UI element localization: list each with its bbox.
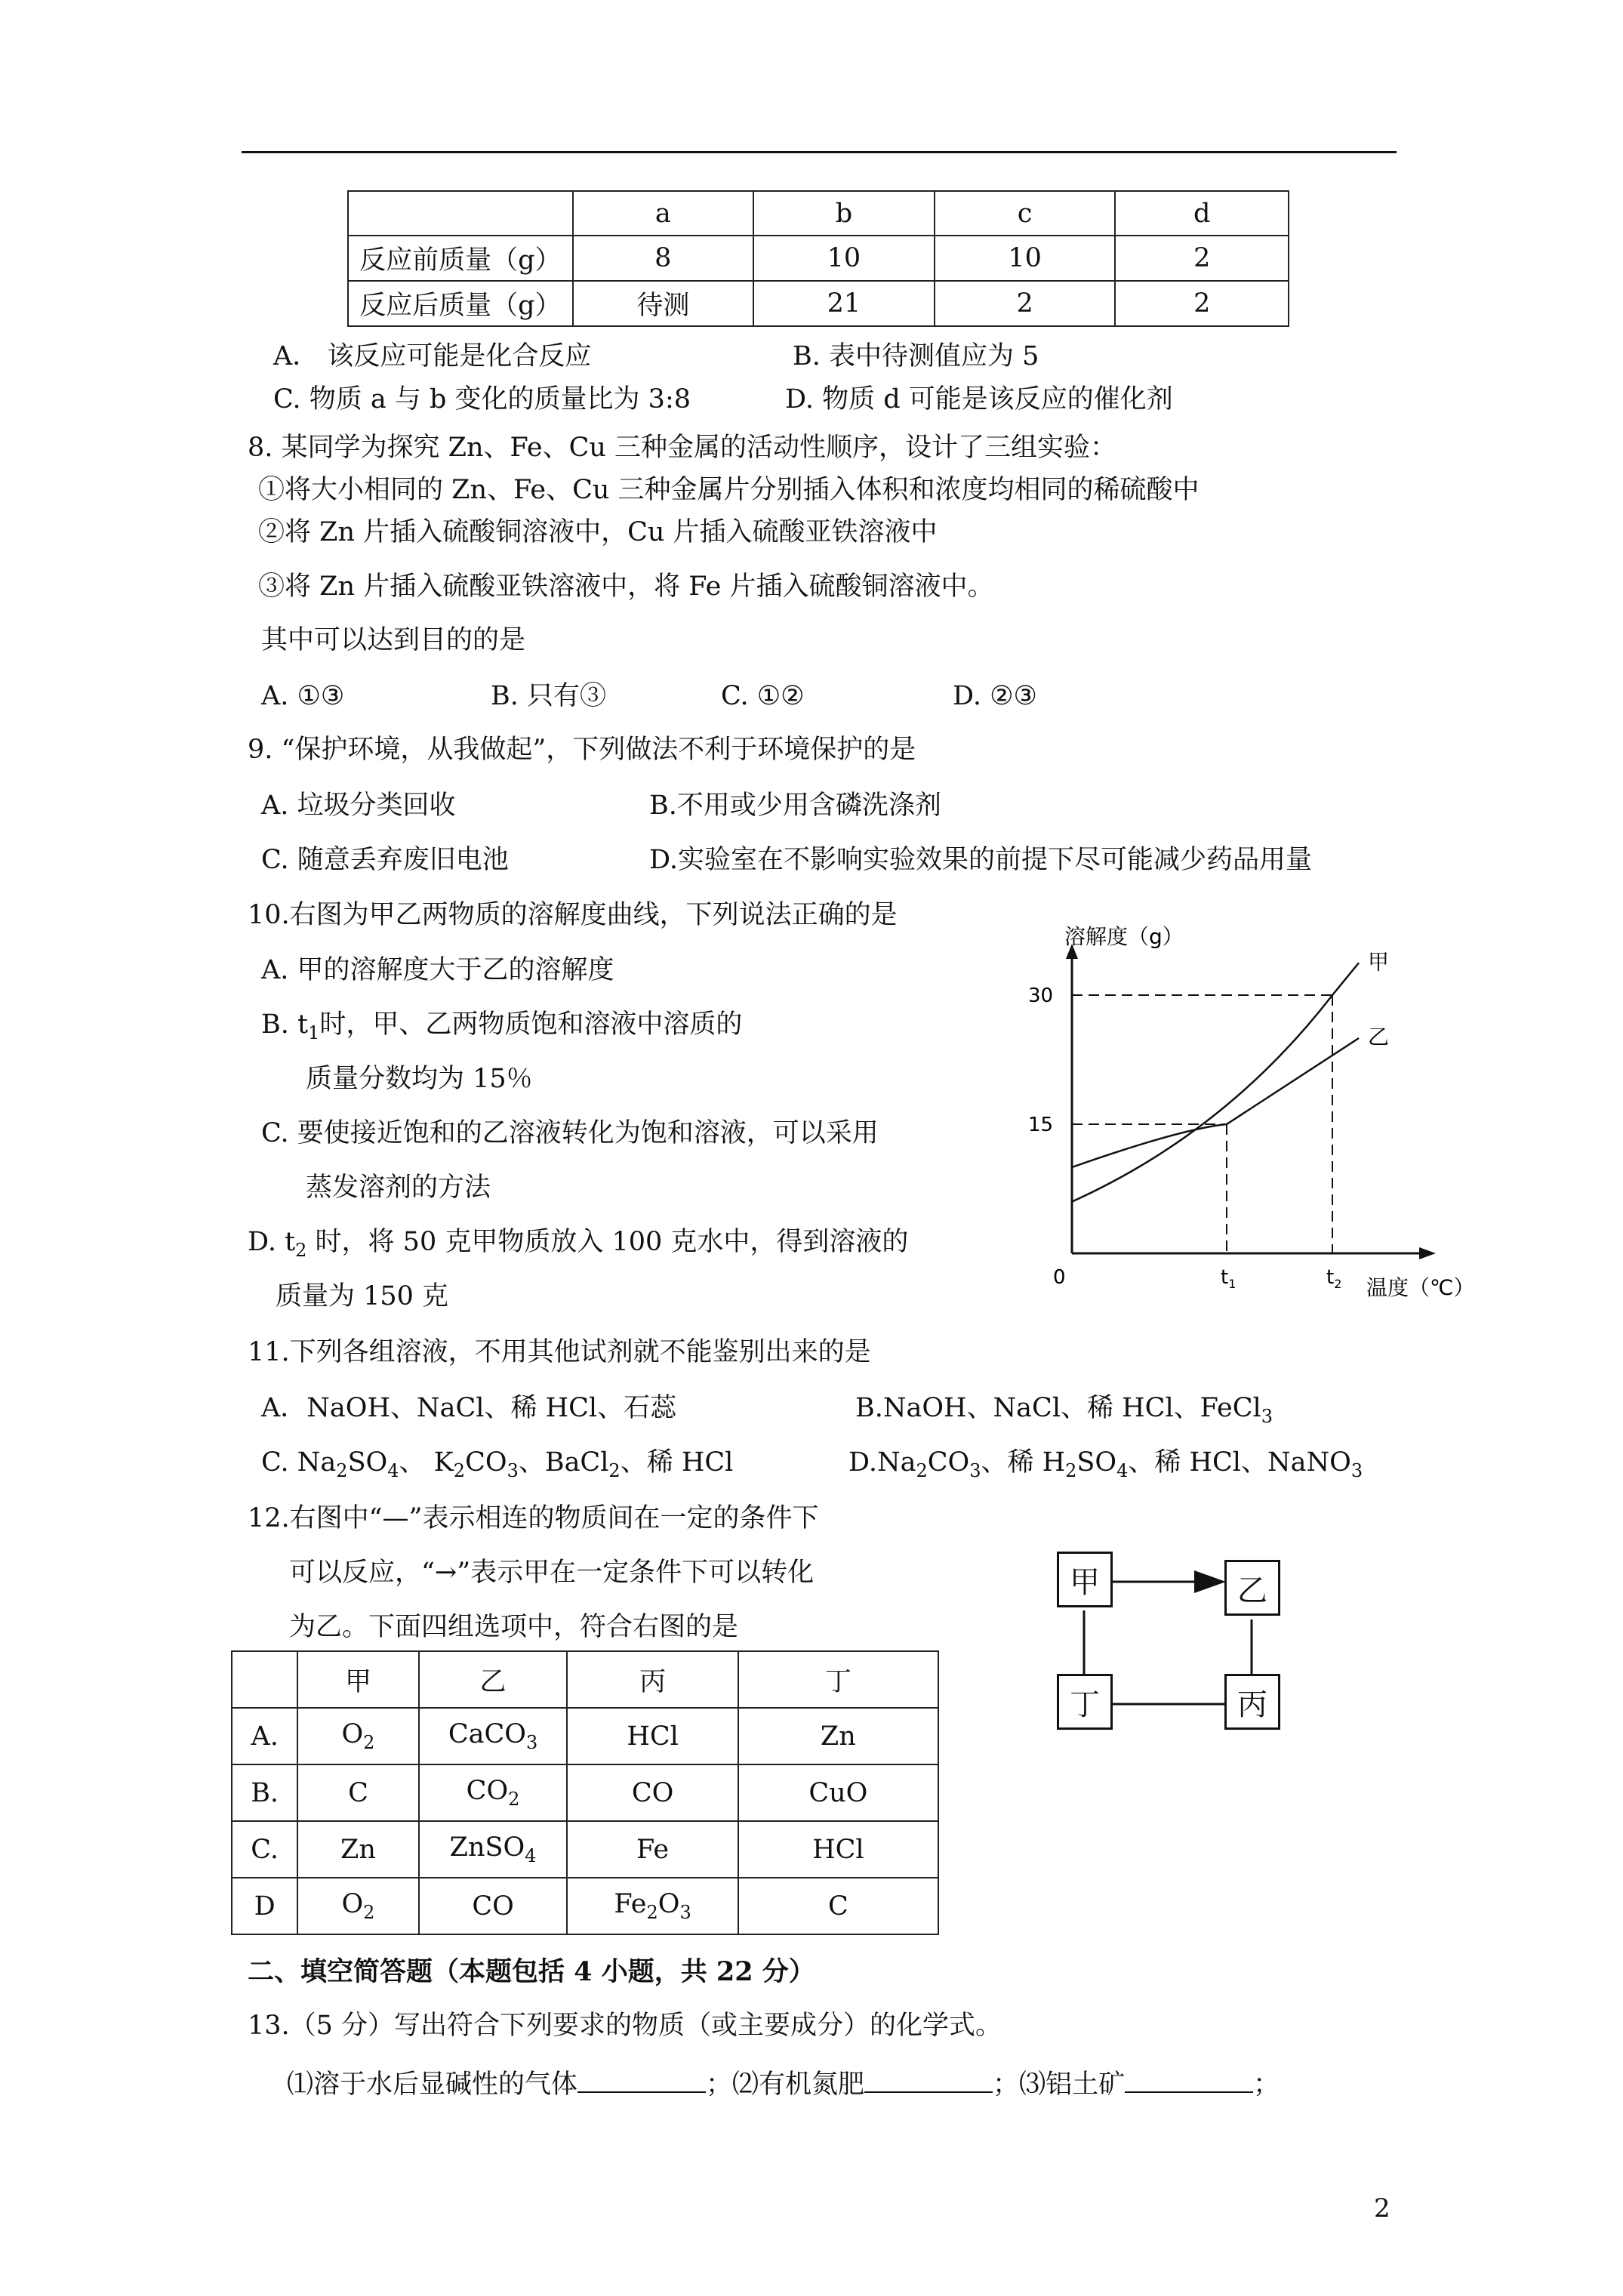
formula-subscript: 4 bbox=[1116, 1460, 1129, 1481]
formula-subscript: 2 bbox=[336, 1460, 348, 1481]
table-cell bbox=[567, 1878, 738, 1934]
y-tick-label: 30 bbox=[1028, 985, 1054, 1007]
formula-text: Fe bbox=[614, 1889, 647, 1919]
formula-subscript: 3 bbox=[1350, 1460, 1363, 1481]
table-cell bbox=[419, 1708, 568, 1764]
series-line bbox=[1072, 1038, 1359, 1167]
formula-subscript: 3 bbox=[969, 1460, 981, 1481]
node-yi: 乙 bbox=[1224, 1560, 1280, 1616]
formula-subscript: 2 bbox=[363, 1902, 375, 1923]
table-cell bbox=[297, 1878, 418, 1934]
q12-line-2: 可以反应，“→”表示甲在一定条件下可以转化 bbox=[289, 1558, 815, 1588]
formula-subscript: 2 bbox=[646, 1902, 658, 1923]
q10-option-d-cont: 质量为 150 克 bbox=[276, 1281, 449, 1311]
formula-text: CaCO bbox=[448, 1719, 526, 1749]
table-row bbox=[348, 281, 1289, 326]
q9-option-c: C. 随意丢弃废旧电池 bbox=[261, 845, 509, 875]
x-axis-arrow bbox=[1419, 1247, 1436, 1259]
q13-blanks bbox=[287, 2069, 1280, 2098]
table-header-cell: 丁 bbox=[738, 1651, 938, 1708]
q12-line-1: 12.右图中“—”表示相连的物质间在一定的条件下 bbox=[248, 1503, 819, 1533]
q10-option-b-text: 时，甲、乙两物质饱和溶液中溶质的 bbox=[319, 1009, 743, 1040]
table-cell bbox=[738, 1708, 938, 1764]
table-cell: 21 bbox=[753, 281, 935, 326]
table-cell: 10 bbox=[935, 236, 1116, 281]
formula-text: O bbox=[341, 1889, 364, 1919]
table-header-cell: 乙 bbox=[419, 1651, 568, 1708]
x-axis-label: 温度（℃） bbox=[1366, 1275, 1475, 1300]
table-header-cell bbox=[348, 191, 573, 236]
formula-text: O bbox=[341, 1719, 364, 1749]
formula-text: C bbox=[348, 1777, 368, 1808]
q10-option-b-sub: 1 bbox=[308, 1022, 320, 1043]
formula-text: C bbox=[827, 1891, 848, 1922]
formula-text: HCl bbox=[627, 1721, 679, 1752]
table-row bbox=[232, 1764, 938, 1821]
formula-text: CO bbox=[631, 1777, 674, 1808]
node-bing: 丙 bbox=[1224, 1674, 1280, 1730]
formula-subscript: 4 bbox=[387, 1460, 399, 1481]
table-header-cell: a bbox=[573, 191, 754, 236]
table-cell bbox=[738, 1764, 938, 1821]
x-tick-label: $t_2$ bbox=[1326, 1266, 1342, 1291]
y-tick-label: 15 bbox=[1028, 1114, 1054, 1136]
q10-option-c-cont: 蒸发溶剂的方法 bbox=[306, 1173, 491, 1203]
table-header-cell: b bbox=[753, 191, 935, 236]
separator: ； bbox=[1253, 2069, 1280, 2100]
table-header-cell: d bbox=[1115, 191, 1289, 236]
series-label: 甲 bbox=[1368, 949, 1390, 975]
q8-experiment-3: ③将 Zn 片插入硫酸亚铁溶液中，将 Fe 片插入硫酸铜溶液中。 bbox=[258, 572, 994, 602]
table-row bbox=[232, 1821, 938, 1878]
table-cell: 10 bbox=[753, 236, 935, 281]
q10-option-b-cont: 质量分数均为 15％ bbox=[306, 1064, 533, 1094]
table-row bbox=[348, 236, 1289, 281]
q10-option-d-prefix: D. t bbox=[248, 1227, 296, 1257]
table-header-row bbox=[348, 191, 1289, 236]
formula-text: HCl bbox=[812, 1834, 864, 1865]
q10-option-d-sub: 2 bbox=[295, 1240, 307, 1261]
node-ding: 丁 bbox=[1057, 1674, 1113, 1730]
q9-option-a: A. 垃圾分类回收 bbox=[261, 791, 456, 821]
formula-text: 、BaCl bbox=[518, 1447, 609, 1478]
formula-text: C. Na bbox=[261, 1447, 337, 1478]
formula-text: CO bbox=[465, 1447, 507, 1478]
origin-label: 0 bbox=[1053, 1266, 1066, 1289]
row-label: A. bbox=[232, 1708, 297, 1764]
header-rule bbox=[242, 151, 1397, 153]
q13-part-1: ⑴溶于水后显碱性的气体 bbox=[287, 2069, 578, 2100]
formula-text: 、稀 H bbox=[981, 1447, 1066, 1478]
section-2-title-text: 二、填空简答题（本题包括 4 小题，共 22 分） bbox=[248, 1956, 815, 1987]
q10-option-c: C. 要使接近饱和的乙溶液转化为饱和溶液，可以采用 bbox=[261, 1118, 879, 1148]
row-label: D bbox=[232, 1878, 297, 1934]
q10-option-d bbox=[248, 1229, 908, 1259]
q9-option-b: B.不用或少用含磷洗涤剂 bbox=[649, 791, 941, 821]
table-header-cell bbox=[232, 1651, 297, 1708]
formula-text: O bbox=[658, 1889, 680, 1919]
formula-text: CO bbox=[472, 1891, 514, 1922]
table-cell: 2 bbox=[1115, 236, 1289, 281]
table-cell bbox=[567, 1821, 738, 1878]
q8-question: 其中可以达到目的的是 bbox=[261, 625, 526, 655]
formula-text: ZnSO bbox=[449, 1832, 525, 1863]
table-row bbox=[232, 1708, 938, 1764]
q13-part-2: ⑵有机氮肥 bbox=[732, 2069, 865, 2100]
table-row bbox=[232, 1878, 938, 1934]
q8-option-d: D. ②③ bbox=[953, 681, 1037, 711]
q11-option-d bbox=[848, 1447, 1363, 1481]
row-label: 反应后质量（g） bbox=[348, 281, 573, 326]
formula-text: Zn bbox=[820, 1721, 856, 1752]
solubility-chart bbox=[1012, 921, 1502, 1314]
table-cell bbox=[738, 1878, 938, 1934]
formula-subscript: 3 bbox=[507, 1460, 519, 1481]
node-jia: 甲 bbox=[1057, 1552, 1113, 1607]
q9-stem: 9. “保护环境，从我做起”，下列做法不利于环境保护的是 bbox=[248, 735, 916, 765]
q9-option-d: D.实验室在不影响实验效果的前提下尽可能减少药品用量 bbox=[649, 845, 1312, 875]
q8-option-b: B. 只有③ bbox=[491, 681, 606, 711]
q7-option-a: A． 该反应可能是化合反应 bbox=[273, 341, 592, 371]
q8-stem: 8. 某同学为探究 Zn、Fe、Cu 三种金属的活动性顺序，设计了三组实验： bbox=[248, 433, 1117, 463]
table-cell bbox=[567, 1764, 738, 1821]
answer-blank-3[interactable] bbox=[1125, 2069, 1253, 2093]
y-axis-label: 溶解度（g） bbox=[1064, 924, 1184, 949]
formula-text: Fe bbox=[636, 1834, 670, 1865]
q12-options-table bbox=[231, 1650, 939, 1935]
q8-experiment-2: ②将 Zn 片插入硫酸铜溶液中，Cu 片插入硫酸亚铁溶液中 bbox=[258, 517, 938, 547]
x-tick-subscript: 1 bbox=[1228, 1277, 1236, 1291]
table-header-cell: 丙 bbox=[567, 1651, 738, 1708]
q10-option-d-text: 时，将 50 克甲物质放入 100 克水中，得到溶液的 bbox=[306, 1227, 909, 1257]
formula-text: SO bbox=[347, 1447, 388, 1478]
formula-text: D.Na bbox=[848, 1447, 916, 1478]
q11-option-a: A．NaOH、NaCl、稀 HCl、石蕊 bbox=[261, 1393, 677, 1423]
answer-blank-2[interactable] bbox=[864, 2069, 993, 2093]
q10-option-b-prefix: B. t bbox=[261, 1009, 309, 1040]
formula-subscript: 2 bbox=[1065, 1460, 1077, 1481]
table-cell bbox=[419, 1821, 568, 1878]
row-label: B. bbox=[232, 1764, 297, 1821]
formula-text: CO bbox=[466, 1776, 509, 1806]
table-cell bbox=[567, 1708, 738, 1764]
formula-text: SO bbox=[1076, 1447, 1117, 1478]
x-tick-label: $t_1$ bbox=[1221, 1266, 1236, 1291]
formula-text: 、 K bbox=[399, 1447, 454, 1478]
q13-stem: 13.（5 分）写出符合下列要求的物质（或主要成分）的化学式。 bbox=[248, 2011, 1002, 2041]
formula-subscript: 2 bbox=[916, 1460, 928, 1481]
table-cell bbox=[297, 1708, 418, 1764]
q10-option-a: A. 甲的溶解度大于乙的溶解度 bbox=[261, 955, 614, 985]
q10-option-b bbox=[261, 1009, 743, 1043]
table-header-row bbox=[232, 1651, 938, 1708]
table-cell bbox=[419, 1764, 568, 1821]
formula-subscript: 2 bbox=[608, 1460, 621, 1481]
table-cell bbox=[297, 1764, 418, 1821]
formula-subscript: 2 bbox=[508, 1789, 520, 1810]
separator: ； bbox=[993, 2069, 1020, 2100]
formula-subscript: 3 bbox=[679, 1902, 691, 1923]
page-number: 2 bbox=[1374, 2193, 1390, 2224]
q11-option-b-sub: 3 bbox=[1261, 1406, 1273, 1427]
answer-blank-1[interactable] bbox=[577, 2069, 706, 2093]
formula-text: 、稀 HCl bbox=[620, 1447, 734, 1478]
table-header-cell: c bbox=[935, 191, 1116, 236]
q10-stem: 10.右图为甲乙两物质的溶解度曲线，下列说法正确的是 bbox=[248, 900, 898, 930]
separator: ； bbox=[706, 2069, 733, 2100]
table-cell: 待测 bbox=[573, 281, 754, 326]
table-cell: 8 bbox=[573, 236, 754, 281]
row-label: 反应前质量（g） bbox=[348, 236, 573, 281]
table-cell bbox=[419, 1878, 568, 1934]
table-cell bbox=[738, 1821, 938, 1878]
table-header-cell: 甲 bbox=[297, 1651, 418, 1708]
q11-option-c bbox=[261, 1447, 734, 1481]
formula-subscript: 2 bbox=[363, 1732, 375, 1753]
row-label: C. bbox=[232, 1821, 297, 1878]
formula-text: CO bbox=[927, 1447, 970, 1478]
q8-option-a: A. ①③ bbox=[261, 681, 345, 711]
formula-text: Zn bbox=[340, 1834, 376, 1865]
q11-option-b bbox=[855, 1395, 1273, 1425]
section-2-title bbox=[248, 1956, 815, 1987]
formula-subscript: 2 bbox=[453, 1460, 466, 1481]
q7-option-d: D. 物质 d 可能是该反应的催化剂 bbox=[785, 384, 1173, 415]
q13-part-3: ⑶铝土矿 bbox=[1019, 2069, 1126, 2100]
x-tick-subscript: 2 bbox=[1334, 1277, 1342, 1291]
q8-option-c: C. ①② bbox=[721, 681, 805, 711]
reaction-mass-table bbox=[347, 190, 1289, 327]
series-label: 乙 bbox=[1368, 1025, 1390, 1049]
table-cell: 2 bbox=[935, 281, 1116, 326]
q8-experiment-1: ①将大小相同的 Zn、Fe、Cu 三种金属片分别插入体积和浓度均相同的稀硫酸中 bbox=[258, 475, 1200, 505]
q11-option-b-text: B.NaOH、NaCl、稀 HCl、FeCl bbox=[855, 1393, 1261, 1423]
table-cell bbox=[297, 1821, 418, 1878]
q12-line-3: 为乙。下面四组选项中，符合右图的是 bbox=[289, 1612, 739, 1642]
series-line bbox=[1072, 963, 1359, 1201]
q7-option-c: C. 物质 a 与 b 变化的质量比为 3:8 bbox=[273, 384, 691, 415]
q11-stem: 11.下列各组溶液，不用其他试剂就不能鉴别出来的是 bbox=[248, 1337, 871, 1367]
formula-subscript: 3 bbox=[525, 1732, 538, 1753]
formula-subscript: 4 bbox=[525, 1845, 537, 1866]
table-cell: 2 bbox=[1115, 281, 1289, 326]
formula-text: CuO bbox=[808, 1777, 868, 1808]
formula-text: 、稀 HCl、NaNO bbox=[1128, 1447, 1351, 1478]
q7-option-b: B. 表中待测值应为 5 bbox=[793, 341, 1039, 371]
